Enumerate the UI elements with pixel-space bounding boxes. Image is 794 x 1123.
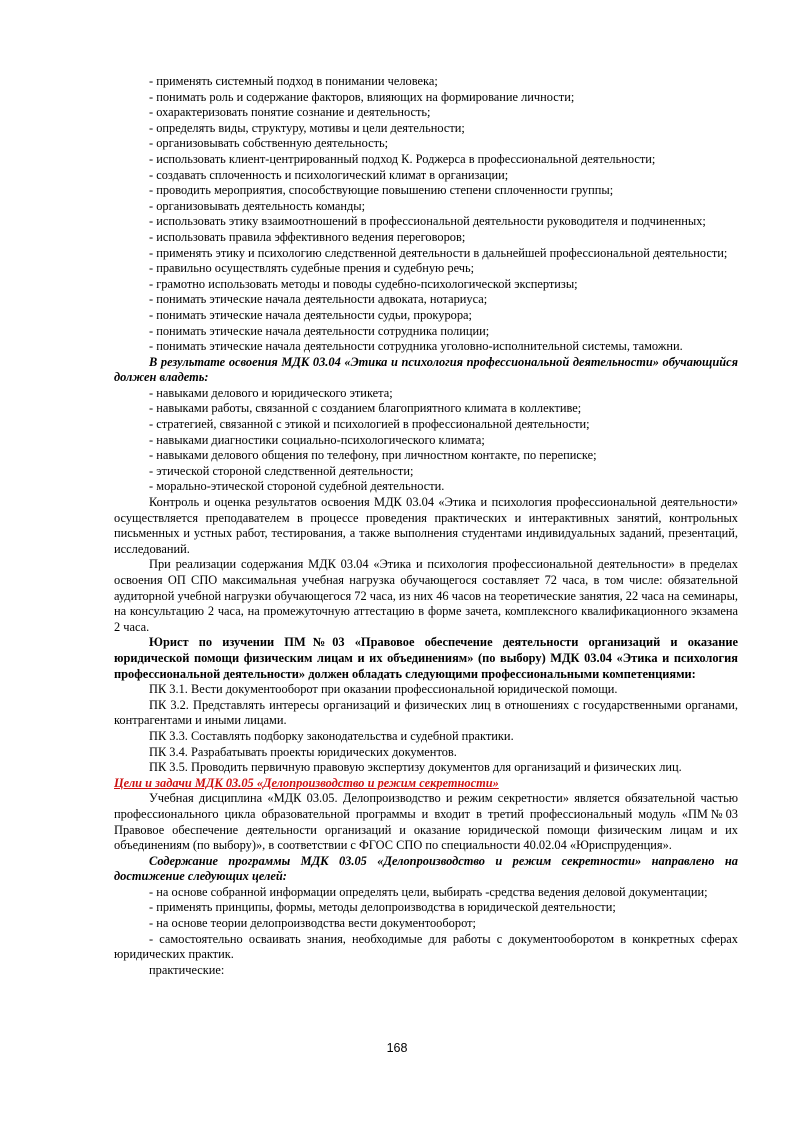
list-item: - самостоятельно осваивать знания, необходимые для работы с документооборотом в конкретных сферах юридических практик. [114, 931, 738, 962]
list-item: - навыками делового и юридического этикета; [149, 385, 393, 400]
list-item: - этической стороной следственной деятельности; [149, 463, 414, 478]
competency-item: ПК 3.3. Составлять подборку законодательства и судебной практики. [149, 728, 514, 743]
list-item: - понимать этические начала деятельности судьи, прокурора; [149, 307, 472, 322]
list-item: - организовывать деятельность команды; [149, 198, 366, 213]
list-item: - применять этику и психологию следственной деятельности в дальнейшей профессиональной деятельности; [149, 245, 728, 260]
document-page [114, 74, 738, 978]
list-item: - навыками диагностики социально-психологического климата; [149, 432, 485, 447]
section-heading: Содержание программы МДК 03.05 «Делопроизводство и режим секретности» направлено на достижение следующих целей: [114, 853, 738, 884]
competency-item: ПК 3.2. Представлять интересы организаций и физических лиц в отношениях с государственными органами, контрагентами и иными лицами. [114, 697, 738, 728]
list-item: - использовать клиент-центрированный подход К. Роджерса в профессиональной деятельности; [149, 151, 656, 166]
paragraph-discipline: Учебная дисциплина «МДК 03.05. Делопроизводство и режим секретности» является обязательной частью профессионального цикла образовательной программы и входит в третий профессиональный модуль «ПМ№03 Правовое обеспечение деятельности организаций и оказание юридической помощи физическим лицам и их объединениям (по выбору)», в соответствии с ФГОС СПО по специальности 40.02.04 «Юриспруденция». [114, 791, 738, 853]
list-item: - организовывать собственную деятельность; [149, 136, 389, 151]
list-item: - навыками работы, связанной с созданием благоприятного климата в коллективе; [149, 401, 582, 416]
competency-item: ПК 3.1. Вести документооборот при оказании профессиональной юридической помощи. [149, 682, 618, 697]
list-item: - понимать этические начала деятельности адвоката, нотариуса; [149, 292, 488, 307]
list-item: - понимать роль и содержание факторов, влияющих на формирование личности; [149, 89, 575, 104]
section-heading: В результате освоения МДК 03.04 «Этика и психология профессиональной деятельности» обучающийся должен владеть: [114, 354, 738, 385]
section-heading: Юрист по изучении ПМ№03 «Правовое обеспечение деятельности организаций и оказание юридической помощи физическим лицам и их объединениям» (по выбору) МДК 03.04 «Этика и психология профессиональной деятельности» должен обладать следующими профессиональными компетенциями: [114, 635, 738, 681]
list-item: - на основе теории делопроизводства вести документооборот; [149, 916, 476, 931]
list-item: - стратегией, связанной с этикой и психологией в профессиональной деятельности; [149, 417, 590, 432]
page-number: 168 [386, 1041, 408, 1055]
list-item: - охарактеризовать понятие сознание и деятельность; [149, 105, 431, 120]
list-item: - применять системный подход в понимании человека; [149, 74, 438, 88]
paragraph-control: Контроль и оценка результатов освоения МДК 03.04 «Этика и психология профессиональной деятельности» осуществляется преподавателем в процессе проведения практических и интерактивных занятий, контрольных письменных и устных работ, тестирования, а также выполнения студентами индивидуальных заданий, презентаций, исследований. [114, 495, 738, 556]
competency-item: ПК 3.5. Проводить первичную правовую экспертизу документов для организаций и физических лиц. [149, 760, 682, 775]
list-item: - определять виды, структуру, мотивы и цели деятельности; [149, 120, 465, 135]
list-item: практические: [149, 962, 225, 977]
section-title: Цели и задачи МДК 03.05 «Делопроизводство и режим секретности» [114, 775, 499, 790]
paragraph-implementation: При реализации содержания МДК 03.04 «Этика и психология профессиональной деятельности» в пределах освоения ОП СПО максимальная учебная нагрузка обучающегося составляет 72 часа, в том числе: обязательной аудиторной учебной нагрузки обучающегося 72 часа, из них 46 часов на теоретические занятия, 22 часа на семинары, на консультацию 2 часа, на промежуточную аттестацию в форме зачета, комплексного квалификационного экзамена 2 часа. [114, 557, 738, 634]
list-item: - использовать этику взаимоотношений в профессиональной деятельности руководителя и подчиненных; [149, 214, 706, 229]
list-item: - грамотно использовать методы и поводы судебно-психологической экспертизы; [149, 276, 578, 291]
list-item: - морально-этической стороной судебной деятельности. [149, 479, 445, 494]
list-item: - понимать этические начала деятельности сотрудника уголовно-исполнительной системы, таможни. [149, 339, 683, 354]
list-item: - создавать сплоченность и психологический климат в организации; [149, 167, 509, 182]
list-item: - на основе собранной информации определять цели, выбирать -средства ведения деловой документации; [149, 884, 708, 899]
list-item: - применять принципы, формы, методы делопроизводства в юридической деятельности; [149, 900, 616, 915]
list-item: - правильно осуществлять судебные прения и судебную речь; [149, 261, 475, 276]
competency-item: ПК 3.4. Разрабатывать проекты юридических документов. [149, 744, 457, 759]
list-item: - проводить мероприятия, способствующие повышению степени сплоченности группы; [149, 183, 614, 198]
list-item: - навыками делового общения по телефону, при личностном контакте, по переписке; [149, 448, 597, 463]
list-item: - использовать правила эффективного ведения переговоров; [149, 229, 466, 244]
list-item: - понимать этические начала деятельности сотрудника полиции; [149, 323, 490, 338]
